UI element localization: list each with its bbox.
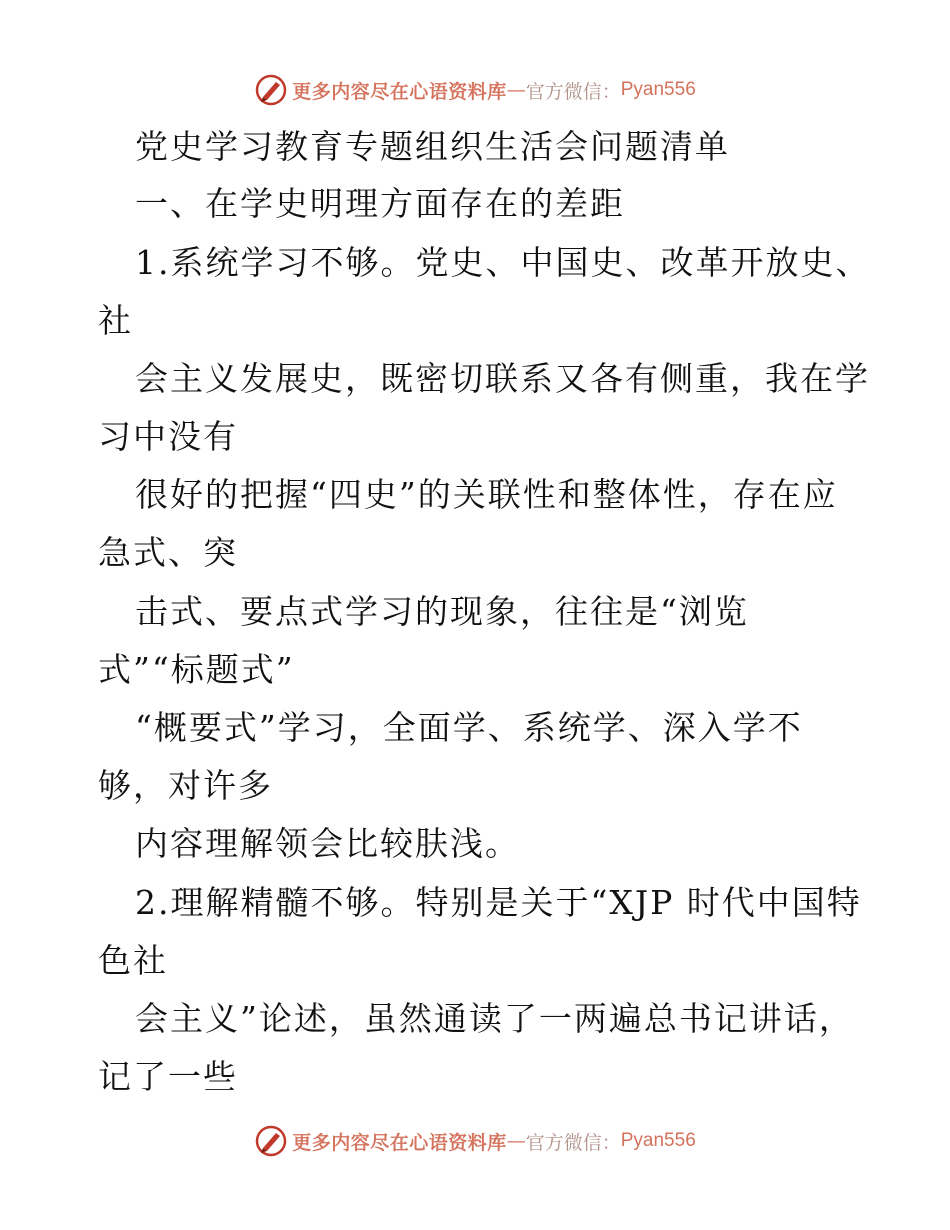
paragraph-line: 够，对许多 — [98, 766, 273, 805]
watermark-footer — [0, 1121, 950, 1161]
paragraph-line: 记了一些 — [98, 1057, 238, 1096]
paragraph-line: 击式、要点式学习的现象，往往是“浏览 — [135, 592, 749, 631]
watermark-header — [0, 70, 950, 110]
watermark-dash: — — [506, 79, 526, 101]
paragraph-line: 式”“标题式” — [98, 650, 295, 689]
watermark-id: Pyan556 — [620, 1130, 696, 1151]
paragraph-line: “概要式”学习，全面学、系统学、深入学不 — [135, 708, 803, 747]
watermark-label: 官方微信： — [525, 1131, 621, 1154]
watermark-id: Pyan556 — [620, 79, 696, 100]
paragraph-line: 急式、突 — [98, 533, 238, 572]
paragraph-line: 很好的把握“四史”的关联性和整体性，存在应 — [135, 475, 838, 514]
pen-logo-icon — [254, 1124, 288, 1158]
watermark-label: 官方微信： — [525, 80, 621, 103]
watermark-main-text: 更多内容尽在心语资料库 — [292, 1131, 507, 1154]
watermark-dash: — — [506, 1130, 526, 1152]
paragraph-line: 色社 — [98, 941, 168, 980]
watermark-main-text: 更多内容尽在心语资料库 — [292, 80, 507, 103]
paragraph-line: 习中没有 — [98, 417, 238, 456]
paragraph-line: 2.理解精髓不够。特别是关于“XJP 时代中国特 — [135, 883, 862, 922]
pen-logo-icon — [254, 73, 288, 107]
paragraph-line: 会主义”论述，虽然通读了一两遍总书记讲话， — [135, 999, 854, 1038]
section-heading: 一、在学史明理方面存在的差距 — [135, 184, 625, 223]
paragraph-line: 社 — [98, 301, 133, 340]
paragraph-line: 内容理解领会比较肤浅。 — [135, 824, 520, 863]
document-title: 党史学习教育专题组织生活会问题清单 — [135, 127, 730, 166]
paragraph-line: 1.系统学习不够。党史、中国史、改革开放史、 — [135, 243, 871, 282]
paragraph-line: 会主义发展史，既密切联系又各有侧重，我在学 — [135, 359, 870, 398]
